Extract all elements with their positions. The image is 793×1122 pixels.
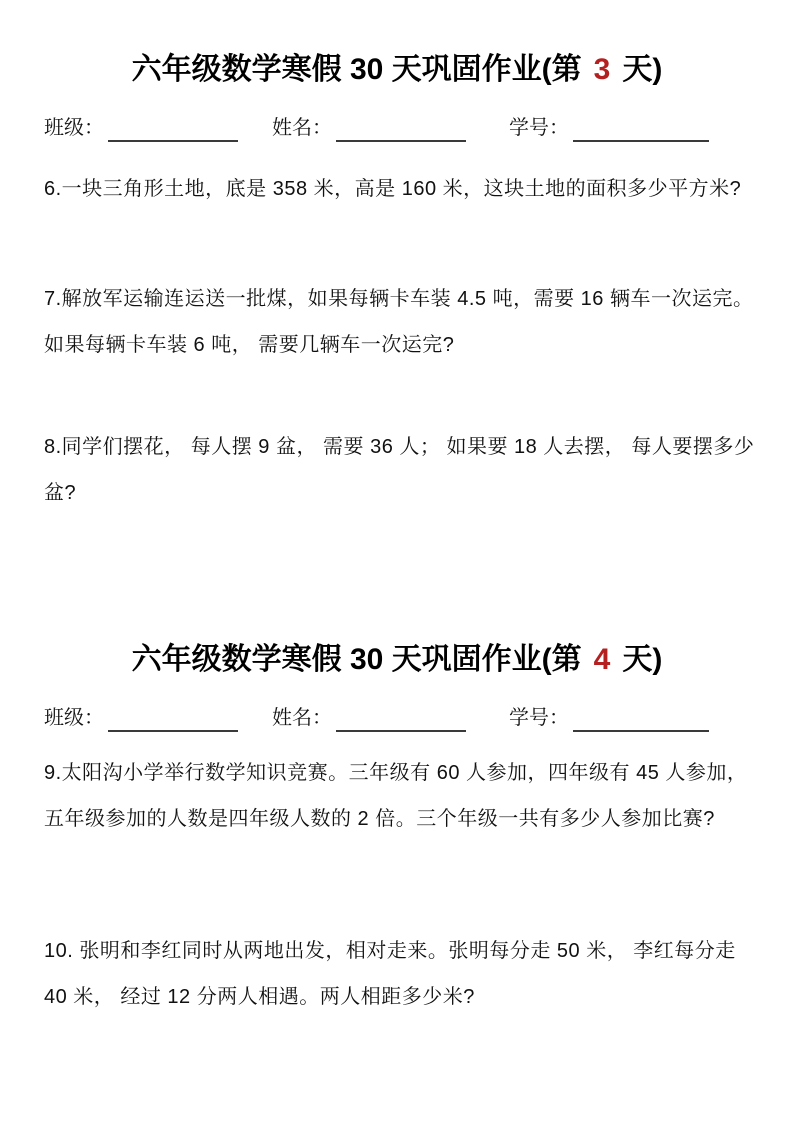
student-id-blank-line [573, 118, 709, 142]
class-field-group [44, 704, 238, 732]
question-6 [44, 166, 750, 212]
question-7 [44, 276, 754, 368]
worksheet-title-day4 [44, 638, 750, 682]
name-label: 姓名： [272, 117, 332, 139]
title-text-after-day: 天) [622, 643, 663, 676]
question-line: 如果每辆卡车装 6 吨， 需要几辆车一次运完? [44, 334, 455, 356]
question-9 [44, 750, 750, 842]
worksheet-title-day3 [44, 48, 750, 92]
student-id-blank-line [573, 708, 709, 732]
name-blank-line [336, 708, 466, 732]
name-blank-line [336, 118, 466, 142]
question-line: 7.解放军运输连运送一批煤，如果每辆卡车装 4.5 吨，需要 16 辆车一次运完。 [44, 288, 754, 310]
name-field-group [272, 114, 466, 142]
title-text-before-day: 六年级数学寒假 30 天巩固作业(第 [131, 643, 582, 676]
student-id-field-group [509, 704, 709, 732]
question-line: 6.一块三角形土地，底是 358 米，高是 160 米，这块土地的面积多少平方米? [44, 178, 742, 200]
name-label: 姓名： [272, 707, 332, 729]
student-info-row-day3 [44, 110, 750, 142]
question-line: 40 米， 经过 12 分两人相遇。两人相距多少米? [44, 986, 475, 1008]
question-line: 10. 张明和李红同时从两地出发，相对走来。张明每分走 50 米， 李红每分走 [44, 940, 736, 962]
question-line: 8.同学们摆花， 每人摆 9 盆， 需要 36 人； 如果要 18 人去摆， 每人要摆多少 [44, 436, 755, 458]
question-line: 9.太阳沟小学举行数学知识竞赛。三年级有 60 人参加，四年级有 45 人参加， [44, 762, 748, 784]
question-line: 盆? [44, 482, 77, 504]
class-label: 班级： [44, 117, 104, 139]
class-field-group [44, 114, 238, 142]
class-blank-line [108, 708, 238, 732]
student-info-row-day4 [44, 700, 750, 732]
student-id-label: 学号： [509, 117, 569, 139]
day-number: 4 [593, 643, 611, 676]
class-blank-line [108, 118, 238, 142]
student-id-field-group [509, 114, 709, 142]
class-label: 班级： [44, 707, 104, 729]
title-text-after-day: 天) [622, 53, 663, 86]
question-line: 五年级参加的人数是四年级人数的 2 倍。三个年级一共有多少人参加比赛? [44, 808, 715, 830]
title-text-before-day: 六年级数学寒假 30 天巩固作业(第 [131, 53, 582, 86]
question-8 [44, 424, 755, 516]
student-id-label: 学号： [509, 707, 569, 729]
name-field-group [272, 704, 466, 732]
question-10 [44, 928, 750, 1020]
day-number: 3 [593, 53, 611, 86]
